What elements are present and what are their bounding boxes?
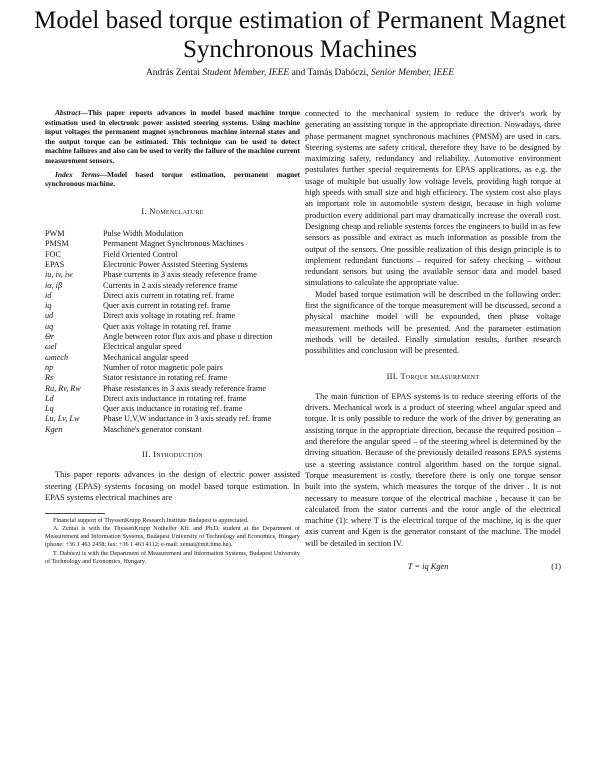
nom-symbol: Lu, Lv, Lw [45, 414, 80, 424]
footnotes [45, 513, 300, 566]
nom-definition: Mechanical angular speed [103, 352, 189, 362]
nom-symbol: ωel [45, 342, 57, 352]
footnote-author-2: T. Dabóczi is with the Department of Measurement and Information Systems, Budapest University of Technology and Economics, Hungary. [45, 549, 300, 565]
nom-definition: Maschine's generator constant [103, 424, 202, 434]
section-heading-introduction: II. Introduction [142, 449, 203, 459]
author-line [0, 68, 600, 78]
nomenclature-row [45, 414, 300, 424]
paper-title: Model based torque estimation of Permanent Magnet Synchronous Machines [34, 7, 566, 63]
nomenclature-row [45, 270, 300, 280]
author-and: and [291, 68, 306, 78]
nom-symbol: PWM [45, 229, 65, 239]
nom-symbol: FOC [45, 249, 61, 259]
nom-definition: Currents in 2 axis steady reference frame [103, 280, 238, 290]
nom-symbol: uq [45, 321, 54, 331]
index-terms-label: Index Terms— [55, 169, 107, 179]
abstract [45, 108, 300, 166]
nom-symbol: iu, iv, iw [45, 270, 73, 280]
nomenclature-row [45, 363, 300, 373]
intro-continuation: connected to the mechanical system to reduce the driver's work by generating an assisting torque in the appropriate direction. Nowadays, three phase permanent magnet synchronous machines (PMSM) are used in cars. Steering systems are safety critical, therefore they have to be designed by maximizing safety, redundancy and reliability. Automotive environment postulates further special requirements for EPAS applications, as e.g. the usage of multiple but usually low voltage levels, providing high torque at high speeds with small size and high efficiency. The system cost also plays an important role in automobile system design, because in high volume production every additional part may dramatically increase the overall cost. Designing cheap and reliable systems forces the engineers to build in as few sensors as possible and extract as much information as possible from the output of the sensors. One possible realization of this design principle is to implement redundant functions – required for safety checking – without redundant sensors but using the available sensor data and model based simulations to calculate the appropriate value. [305, 109, 561, 288]
nom-definition: Pulse Width Modulation [103, 229, 184, 239]
nom-definition: Number of rotor magnetic pole pairs [103, 362, 223, 372]
nom-definition: Quer axis current in rotating ref. frame [103, 301, 231, 311]
nomenclature-row [45, 229, 300, 239]
nom-symbol: Ld [45, 393, 54, 403]
nom-definition: Phase currents in 3 axis steady reference frame [103, 270, 257, 280]
footnote-rule [45, 513, 105, 514]
nom-definition: Quer axis voltage in rotating ref. frame [103, 321, 231, 331]
author-1-name: András Zentai [145, 68, 201, 78]
footnote-author-1: A. Zentai is with the ThyssenKrupp Nothelfer Kft. and Ph.D. student at the Department of Measurement and Information Systems, Budapest University of Technology and Economics, Hungary (phone: +36 1 463 2458; fax: +36 1 463 4112; e-mail: zentai@mit.bme.hu). [45, 525, 300, 549]
nom-definition: Stator resistance in rotating ref. frame [103, 373, 228, 383]
nomenclature-table [45, 229, 300, 435]
abstract-text: This paper reports advances in model based machine torque estimation used in electronic power assisted steering systems. Using machine input voltages the permanent magnet synchronous machine internal states and the output torque can be estimated. This technique can be used to detect machine failures and also can be used to verify the failure of the machine current measurement sensors. [45, 108, 300, 165]
nom-definition: Quer axis inductance in rotating ref. frame [103, 404, 243, 414]
nom-symbol: EPAS [45, 259, 65, 269]
nom-definition: Phase resistances in 3 axis steady reference frame [103, 383, 266, 393]
nomenclature-row [45, 250, 300, 260]
nomenclature-row [45, 301, 300, 311]
right-column [305, 108, 561, 572]
nomenclature-row [45, 260, 300, 270]
equation-body: T = iq Kgen [407, 561, 449, 571]
nomenclature-row [45, 353, 300, 363]
nom-symbol: iα, iβ [45, 280, 63, 290]
nom-symbol: Θr [45, 332, 55, 342]
nom-symbol: np [45, 362, 54, 372]
nom-definition: Direct axis inductance in rotating ref. frame [103, 393, 247, 403]
nomenclature-row [45, 384, 300, 394]
index-terms [45, 170, 300, 189]
nomenclature-row [45, 425, 300, 435]
nom-symbol: ud [45, 311, 54, 321]
author-2-role: Senior Member, IEEE [370, 68, 455, 78]
left-column [45, 108, 300, 566]
nom-definition: Angle between rotor flux axis and phase u direction [103, 332, 273, 342]
nomenclature-row [45, 404, 300, 414]
nom-definition: Field Oriented Control [103, 249, 178, 259]
nomenclature-row [45, 342, 300, 352]
nom-definition: Phase U,V,W inductance in 3 axis steady ref. frame [103, 414, 272, 424]
nom-definition: Direct axis voltage in rotating ref. frame [103, 311, 236, 321]
index-terms-text: Model based torque estimation, permanent magnet synchronous machine. [45, 169, 300, 189]
nomenclature-row [45, 239, 300, 249]
equation-number: (1) [551, 561, 561, 571]
nomenclature-row [45, 332, 300, 342]
nomenclature-row [45, 281, 300, 291]
section-heading-torque: III. Torque measurement [386, 371, 480, 381]
nom-symbol: ωmech [45, 352, 69, 362]
nom-symbol: Lq [45, 404, 54, 414]
equation-1 [305, 561, 561, 572]
intro-paragraph: This paper reports advances in the design of electric power assisted steering (EPAS) systems focusing on model based torque estimation. In EPAS systems electrical machines are [45, 470, 300, 502]
nom-symbol: id [45, 290, 52, 300]
author-1-role: Student Member, IEEE [202, 68, 290, 78]
section-heading-nomenclature: I. Nomenclature [141, 206, 204, 216]
nomenclature-row [45, 394, 300, 404]
nom-symbol: Kgen [45, 424, 63, 434]
author-2-name: Tamás Dabóczi, [307, 68, 369, 78]
footnote-funding: Financial support of ThyssenKrupp Research Institute Budapest is appreciated. [53, 517, 249, 525]
nomenclature-row [45, 291, 300, 301]
nom-definition: Permanent Magnet Synchronous Machines [103, 239, 244, 249]
nomenclature-row [45, 322, 300, 332]
torque-paragraph: The main function of EPAS systems is to reduce steering efforts of the drivers. Mechanical work is a product of steering wheel angular speed and torque. It is only possible to reduce the work of the driver by generating an assisting torque in the appropriate direction, because the required position – and therefore the angular speed – of the steering wheel is determined by the driving situation. Because of the previously detailed reasons EPAS systems use a steering assistance control algorithm based on the torque signal. Torque measurement is costly, therefore there is only one torque sensor built into the system, which measures the torque of the driver . It is not necessary to measure torque of the electrical machine , because it can be calculated from the stator currents and the rotor angle of the electrical machine (1): where T is the electrical torque of the machine, iq is the quer axis current and Kgen is the generator constant of the machine. The model will be detailed in section IV. [305, 391, 561, 548]
nom-symbol: PMSM [45, 239, 69, 249]
nom-symbol: Ru, Rv, Rw [45, 383, 81, 393]
nom-definition: Electrical angular speed [103, 342, 182, 352]
abstract-label: Abstract— [55, 108, 88, 117]
nom-definition: Direct axis current in rotating ref. frame [103, 290, 235, 300]
nom-definition: Electronic Power Assisted Steering Systems [103, 259, 248, 269]
nomenclature-row [45, 373, 300, 383]
nom-symbol: iq [45, 301, 52, 311]
intro-outline-paragraph: Model based torque estimation will be described in the following order: first the significance of the torque measurement will be discussed, second a physical machine model will be expounded, then phase voltage measurement methods will be presented. And the parameter estimation methods will be detailed. Finally simulation results, further research possibilities and conclusion will be presented. [305, 289, 561, 356]
nomenclature-row [45, 311, 300, 321]
nom-symbol: Rs [45, 373, 54, 383]
